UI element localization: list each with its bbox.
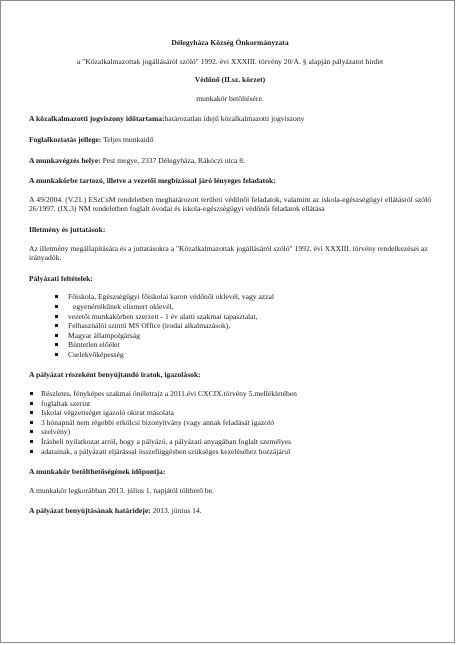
deadline-line bbox=[29, 506, 431, 516]
employment-label: A közalkalmazotti jogviszony időtartama: bbox=[29, 114, 165, 124]
list-item: vezetői munkakörben szerzett - 1 év alatti szakmai tapasztalat, bbox=[29, 312, 431, 322]
duties-heading: A munkakörbe tartozó, illetve a vezetői megbízással járó lényeges feladatok: bbox=[29, 176, 276, 186]
location-value: Pest megye, 2337 Délegyháza, Rákóczi utca 8. bbox=[100, 155, 245, 165]
organization-title: Délegyháza Község Önkormányzata bbox=[171, 38, 289, 47]
conditions-list bbox=[29, 292, 431, 359]
work-type-value: Teljes munkaidő bbox=[101, 134, 154, 144]
list-item: Cselekvőképesség bbox=[29, 350, 431, 360]
work-type-label: Foglalkoztatás jellege: bbox=[29, 134, 102, 144]
list-item: Felhasználói szintű MS Office (irodai alkalmazások), bbox=[29, 321, 431, 331]
salary-text: Az illetmény megállapítására és a juttatásokra a "Közalkalmazottak jogállásáról szóló" 1992. évi XXXIII. törvény rendelkezései az irányadók. bbox=[29, 243, 428, 263]
documents-heading: A pályázat részeként benyújtandó iratok, igazolások: bbox=[29, 370, 201, 380]
list-item: Részletes, fényképes szakmai önéletrajz a 2011.évi CXCIX.törvény 5.mellékletében bbox=[29, 389, 431, 399]
position-title: Védőnő (II.sz. körzet) bbox=[194, 75, 266, 85]
deadline-label: A pályázat benyújtásának határideje: bbox=[29, 506, 151, 516]
start-date-heading: A munkakör betölthetőségének időpontja: bbox=[29, 467, 166, 477]
list-item-continuation: adatainak, a pályázati eljárással összefüggésben szükséges kezeléséhez hozzájárul bbox=[29, 447, 431, 457]
documents-list bbox=[29, 389, 431, 456]
list-item: Magyar állampolgárság bbox=[29, 331, 431, 341]
work-type-line bbox=[29, 135, 431, 145]
list-item: Büntetlen előélet bbox=[29, 340, 431, 350]
list-item: 3 hónapnál nem régebbi erkölcsi bizonyítvány (vagy annak feladását igazoló bbox=[29, 418, 431, 428]
document-body bbox=[29, 38, 431, 516]
list-item-continuation: szelvény) bbox=[29, 427, 431, 437]
location-label: A munkavégzés helye: bbox=[29, 155, 101, 165]
list-item-continuation: egyenértékűnek elismert oklevél, bbox=[29, 302, 431, 312]
start-date-text: A munkakör legkorábban 2013. július 1. napjától tölthető be. bbox=[29, 485, 214, 495]
location-line bbox=[29, 156, 431, 166]
list-item: Főiskola, Egészségügyi főiskolai karon védőnői oklevél, vagy azzal bbox=[29, 292, 431, 302]
intro-text: a "Közalkalmazottak jogállásáról szóló" 1992. évi XXXIII. törvény 20/A. § alapján pályázatot hirdet bbox=[76, 56, 384, 66]
list-item-continuation: foglaltak szerint bbox=[29, 399, 431, 409]
employment-value: határozatlan idejű közalkalmazotti jogviszony bbox=[164, 114, 305, 124]
conditions-heading: Pályázati feltételek: bbox=[29, 273, 93, 283]
list-item: Írásbeli nyilatkozat arról, hogy a pályázó, a pályázati anyagában foglalt személyes bbox=[29, 437, 431, 447]
salary-heading: Illetmény és juttatások: bbox=[29, 224, 106, 234]
employment-line bbox=[29, 114, 431, 124]
deadline-value: 2013. június 14. bbox=[150, 506, 202, 516]
list-item: Iskolai végzettséget igazoló okirat másolata bbox=[29, 408, 431, 418]
filling-text: munkakör betöltésére. bbox=[196, 93, 264, 103]
duties-text: A 49/2004. (V.21.) ESzCsM rendeletben meghatározott területi védőnői feladatok, valamint az iskola-egészségügyi ellátásról szóló 26/1997. (IX.3) NM rendeletben foglalt óvodai és iskola-egészségügyi védőnői feladatok ellátása bbox=[29, 194, 431, 214]
